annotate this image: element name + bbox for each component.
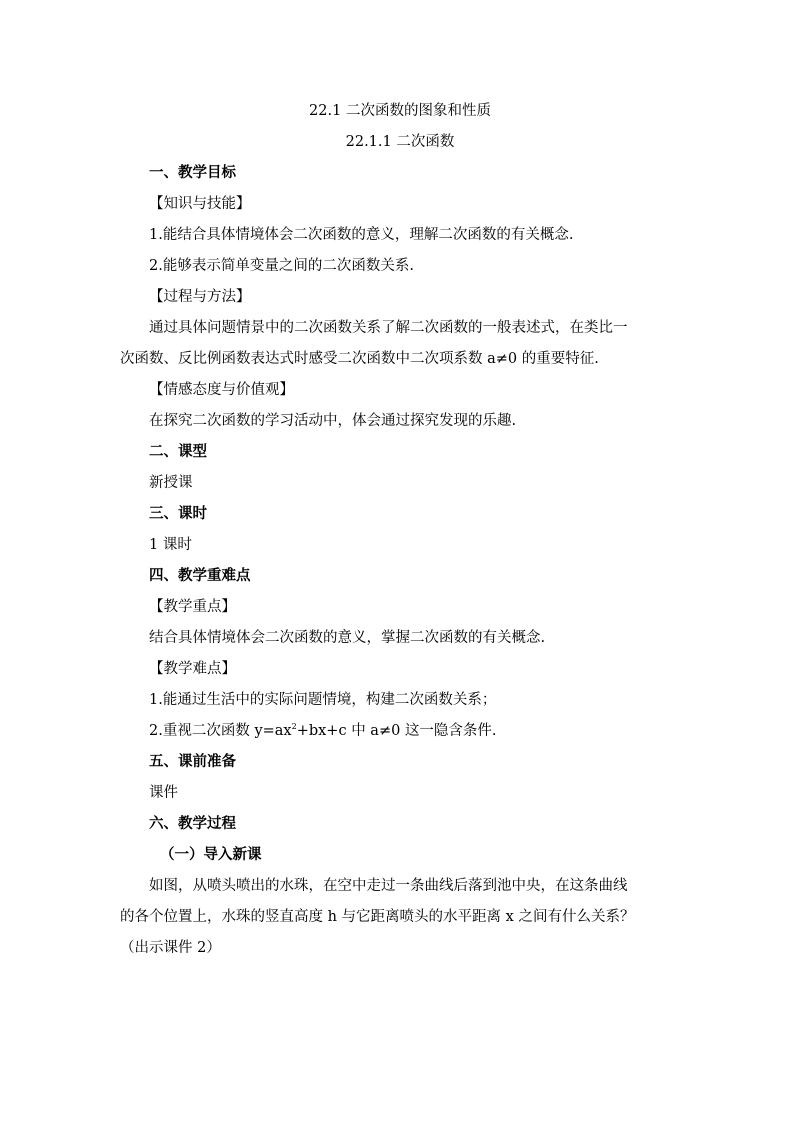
- intro-text-line-1: 如图，从喷头喷出的水珠，在空中走过一条曲线后落到池中央，在这条曲线: [149, 878, 628, 894]
- knowledge-item-2: 2.能够表示简单变量之间的二次函数关系.: [149, 258, 414, 274]
- section-heading-preparation: 五、课前准备: [149, 754, 236, 770]
- difficulty-item-2-formula-end: +bx+c 中 a≠0 这一隐含条件.: [296, 723, 497, 739]
- difficulty-item-2-formula-start: 2.重视二次函数 y=ax: [149, 723, 292, 739]
- lesson-type-text: 新授课: [149, 475, 193, 491]
- page-subtitle: 22.1.1 二次函数: [345, 134, 455, 150]
- knowledge-item-1: 1.能结合具体情境体会二次函数的意义，理解二次函数的有关概念.: [149, 227, 574, 243]
- process-heading: 【过程与方法】: [149, 289, 251, 305]
- section-heading-lesson-hours: 三、课时: [149, 506, 207, 522]
- key-point-heading: 【教学重点】: [149, 599, 236, 615]
- knowledge-heading: 【知识与技能】: [149, 196, 251, 212]
- difficulty-item-1: 1.能通过生活中的实际问题情境，构建二次函数关系；: [149, 692, 497, 708]
- difficulty-item-2: [120, 716, 680, 747]
- difficulty-item-2-exponent: 2: [291, 722, 297, 731]
- intro-text-line-3: （出示课件 2）: [120, 940, 221, 956]
- process-text-line-2: 次函数、反比例函数表达式时感受二次函数中二次项系数 a≠0 的重要特征.: [120, 351, 599, 367]
- subsection-heading-intro: （一）导入新课: [160, 847, 262, 863]
- section-heading-lesson-type: 二、课型: [149, 444, 207, 460]
- lesson-hours-text: 1 课时: [149, 537, 192, 553]
- emotion-heading: 【情感态度与价值观】: [149, 382, 294, 398]
- intro-text-line-2: 的各个位置上，水珠的竖直高度 h 与它距离喷头的水平距离 x 之间有什么关系？: [120, 909, 635, 925]
- key-point-text: 结合具体情境体会二次函数的意义，掌握二次函数的有关概念.: [149, 630, 546, 646]
- section-heading-key-difficulties: 四、教学重难点: [149, 568, 251, 584]
- process-text-line-1: 通过具体问题情景中的二次函数关系了解二次函数的一般表述式，在类比一: [149, 320, 628, 336]
- preparation-text: 课件: [149, 785, 178, 801]
- emotion-text: 在探究二次函数的学习活动中，体会通过探究发现的乐趣.: [149, 413, 517, 429]
- document-body: [120, 96, 680, 964]
- section-heading-teaching-process: 六、教学过程: [149, 816, 236, 832]
- section-heading-teaching-goals: 一、教学目标: [149, 165, 236, 181]
- difficulty-heading: 【教学难点】: [149, 661, 236, 677]
- page-title: 22.1 二次函数的图象和性质: [309, 103, 491, 119]
